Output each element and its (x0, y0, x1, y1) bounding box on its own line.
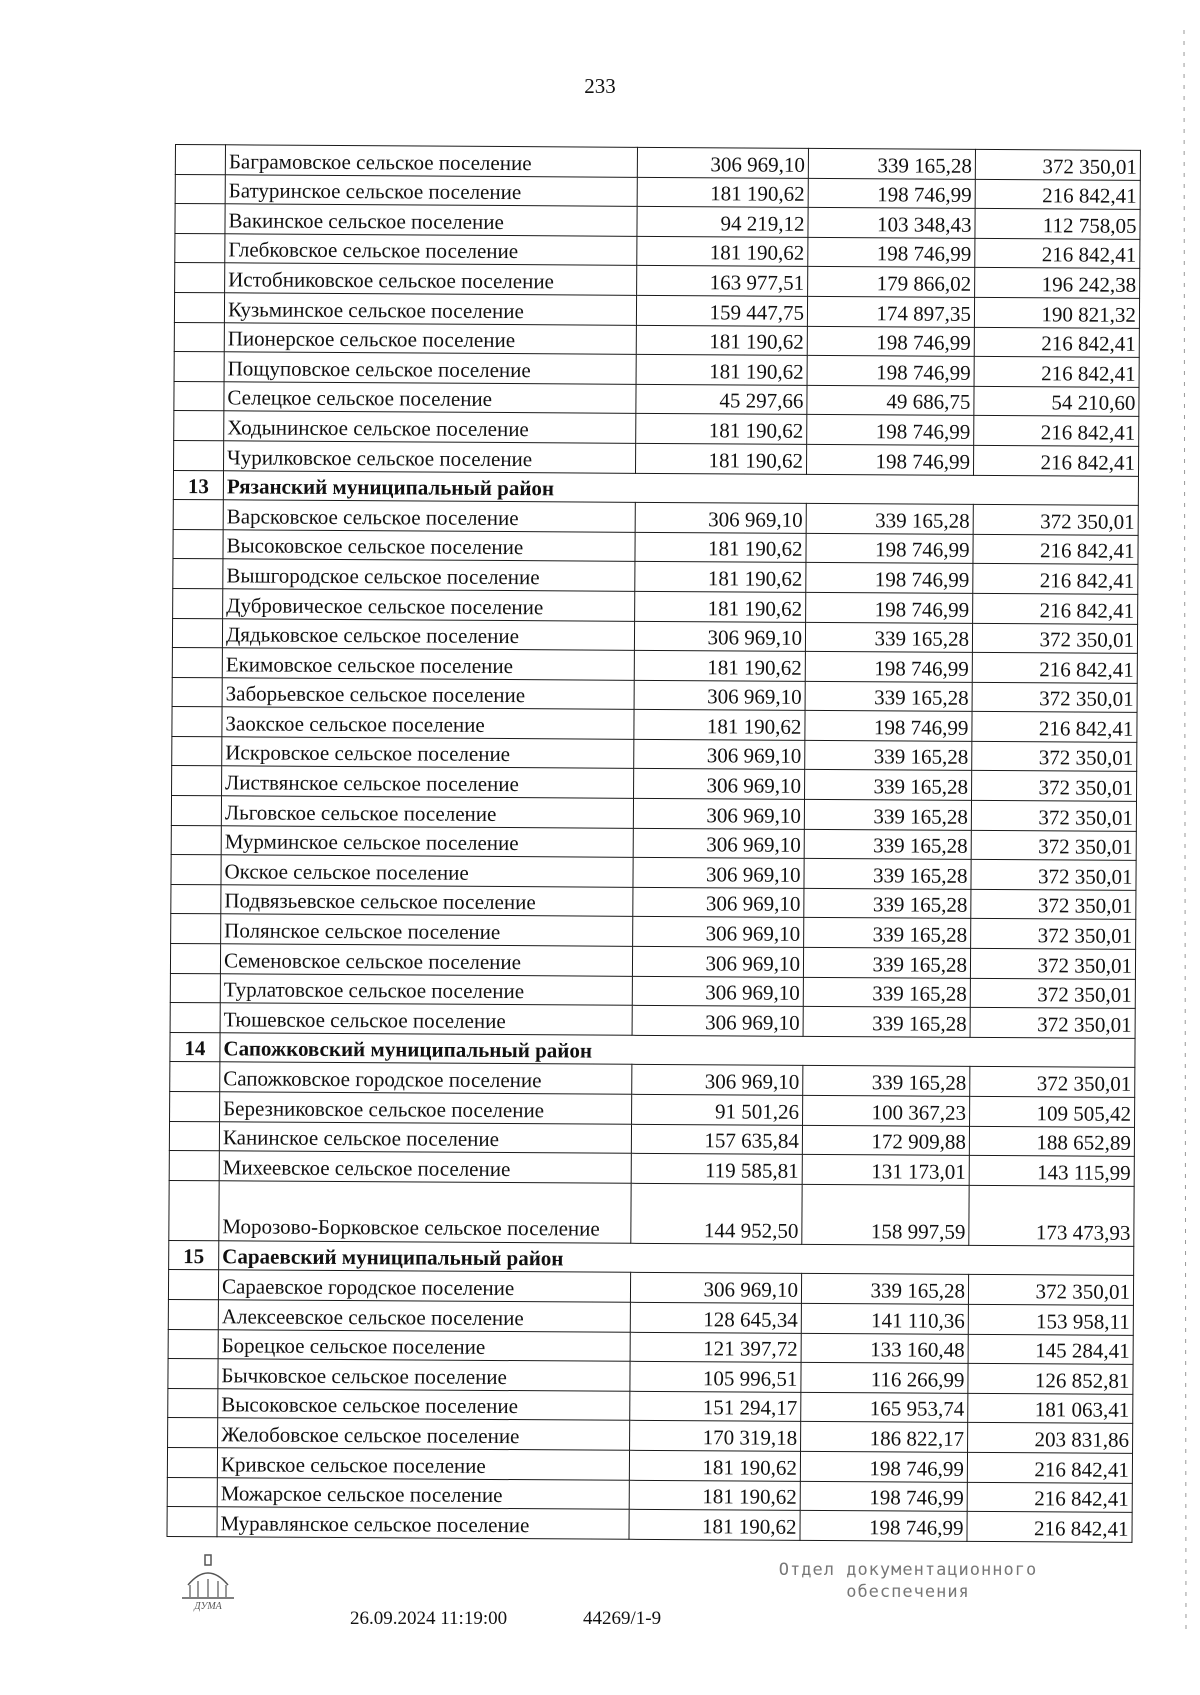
settlement-name: Дубровическое сельское поселение (223, 589, 635, 621)
amount-col-1: 144 952,50 (631, 1183, 802, 1244)
amount-col-1: 163 977,51 (637, 266, 808, 297)
amount-col-2: 198 746,99 (806, 592, 973, 623)
amount-col-3: 372 350,01 (972, 682, 1137, 713)
settlement-name: Бычковское сельское поселение (218, 1359, 630, 1391)
amount-col-1: 181 190,62 (635, 532, 806, 563)
settlement-name: Селецкое сельское поселение (224, 382, 636, 414)
amount-col-3: 372 350,01 (973, 505, 1138, 536)
amount-col-1: 306 969,10 (633, 858, 804, 889)
footer-doc-number: 44269/1-9 (583, 1608, 662, 1629)
amount-col-3: 216 842,41 (972, 652, 1137, 683)
amount-col-2: 198 746,99 (807, 415, 974, 446)
amount-col-2: 339 165,28 (803, 1066, 970, 1097)
amount-col-2: 339 165,28 (803, 977, 970, 1008)
amount-col-2: 198 746,99 (807, 326, 974, 357)
row-number (169, 1151, 219, 1181)
settlement-name: Вышгородское сельское поселение (223, 559, 635, 591)
row-number: 14 (170, 1032, 220, 1062)
amount-col-1: 181 190,62 (636, 414, 807, 445)
amount-col-3: 216 842,41 (973, 445, 1138, 476)
row-number (174, 292, 224, 322)
row-number (171, 796, 221, 826)
amount-col-3: 216 842,41 (975, 238, 1140, 269)
amount-col-1: 306 969,10 (633, 798, 804, 829)
amount-col-2: 198 746,99 (806, 444, 973, 475)
row-number (173, 500, 223, 530)
amount-col-3: 188 652,89 (969, 1126, 1134, 1157)
amount-col-2: 198 746,99 (800, 1451, 967, 1482)
amount-col-3: 216 842,41 (974, 357, 1139, 388)
amount-col-3: 196 242,38 (975, 268, 1140, 299)
row-number (169, 1180, 219, 1240)
amount-col-3: 216 842,41 (972, 712, 1137, 743)
settlement-name: Глебковское сельское поселение (225, 234, 637, 266)
amount-col-3: 216 842,41 (973, 564, 1138, 595)
amount-col-2: 158 997,59 (802, 1184, 969, 1245)
row-number (174, 352, 224, 382)
amount-col-1: 157 635,84 (631, 1124, 802, 1155)
amount-col-1: 121 397,72 (630, 1332, 801, 1363)
row-number (170, 944, 220, 974)
amount-col-2: 100 367,23 (803, 1095, 970, 1126)
amount-col-2: 116 266,99 (801, 1363, 968, 1394)
settlement-name: Канинское сельское поселение (219, 1121, 631, 1153)
amount-col-2: 339 165,28 (804, 859, 971, 890)
amount-col-1: 181 190,62 (637, 236, 808, 267)
amount-col-1: 306 969,10 (634, 739, 805, 770)
amount-col-3: 216 842,41 (967, 1482, 1132, 1513)
amount-col-2: 198 746,99 (808, 178, 975, 209)
amount-col-2: 198 746,99 (805, 651, 972, 682)
amount-col-1: 306 969,10 (634, 621, 805, 652)
amount-col-2: 339 165,28 (801, 1274, 968, 1305)
amount-col-2: 131 173,01 (802, 1155, 969, 1186)
settlement-name: Морозово-Борковское сельское поселение (219, 1181, 631, 1244)
district-name: Рязанский муниципальный район (223, 470, 1138, 505)
settlement-name: Турлатовское сельское поселение (220, 973, 632, 1005)
amount-col-1: 306 969,10 (632, 976, 803, 1007)
amount-col-1: 170 319,18 (630, 1421, 801, 1452)
amount-col-2: 198 746,99 (806, 533, 973, 564)
settlement-name: Баграмовское сельское поселение (225, 145, 637, 177)
amount-col-2: 339 165,28 (808, 148, 975, 179)
table-row (167, 1507, 1132, 1542)
amount-col-1: 105 996,51 (630, 1361, 801, 1392)
table-row (169, 1180, 1134, 1246)
row-number (174, 440, 224, 470)
settlement-name: Льговское сельское поселение (221, 796, 633, 828)
amount-col-2: 141 110,36 (801, 1303, 968, 1334)
settlement-name: Кузьминское сельское поселение (224, 293, 636, 325)
settlement-name: Михеевское сельское поселение (219, 1151, 631, 1183)
table-body (167, 145, 1140, 1543)
row-number (174, 322, 224, 352)
amount-col-3: 54 210,60 (974, 386, 1139, 417)
amount-col-3: 372 350,01 (970, 1067, 1135, 1098)
row-number (173, 559, 223, 589)
amount-col-3: 372 350,01 (972, 741, 1137, 772)
amount-col-2: 198 746,99 (805, 711, 972, 742)
row-number (172, 736, 222, 766)
amount-col-1: 128 645,34 (630, 1302, 801, 1333)
amount-col-2: 339 165,28 (805, 740, 972, 771)
amount-col-1: 306 969,10 (632, 1065, 803, 1096)
amount-col-1: 94 219,12 (637, 207, 808, 238)
amount-col-3: 372 350,01 (972, 623, 1137, 654)
settlement-name: Борецкое сельское поселение (218, 1329, 630, 1361)
amount-col-3: 190 821,32 (974, 297, 1139, 328)
settlement-name: Подвязьевское сельское поселение (221, 885, 633, 917)
row-number (170, 1091, 220, 1121)
amount-col-1: 306 969,10 (630, 1273, 801, 1304)
district-name: Сапожковский муниципальный район (220, 1033, 1135, 1068)
row-number (170, 973, 220, 1003)
amount-col-2: 339 165,28 (803, 1007, 970, 1038)
settlement-name: Желобовское сельское поселение (218, 1418, 630, 1450)
amount-col-2: 198 746,99 (800, 1481, 967, 1512)
settlement-name: Окское сельское поселение (221, 855, 633, 887)
row-number (169, 1121, 219, 1151)
amount-col-3: 173 473,93 (969, 1185, 1134, 1246)
department-stamp (758, 1559, 1058, 1603)
row-number (171, 914, 221, 944)
amount-col-2: 49 686,75 (807, 385, 974, 416)
page-number: 233 (584, 74, 616, 98)
amount-col-2: 339 165,28 (805, 681, 972, 712)
amount-col-2: 186 822,17 (801, 1422, 968, 1453)
amount-col-1: 181 190,62 (634, 650, 805, 681)
row-number (175, 145, 225, 175)
row-number (175, 204, 225, 234)
amount-col-2: 165 953,74 (801, 1392, 968, 1423)
amount-col-3: 145 284,41 (968, 1334, 1133, 1365)
settlement-name: Сараевское городское поселение (218, 1270, 630, 1302)
amount-col-2: 198 746,99 (808, 237, 975, 268)
amount-col-1: 91 501,26 (632, 1094, 803, 1125)
amount-col-1: 181 190,62 (635, 591, 806, 622)
settlement-name: Заокское сельское поселение (222, 707, 634, 739)
amount-col-3: 143 115,99 (969, 1156, 1134, 1187)
row-number (175, 174, 225, 204)
row-number (172, 618, 222, 648)
amount-col-3: 216 842,41 (974, 327, 1139, 358)
row-number (170, 1003, 220, 1033)
amount-col-2: 198 746,99 (807, 356, 974, 387)
row-number (175, 233, 225, 263)
settlement-name: Дядьковское сельское поселение (222, 618, 634, 650)
amount-col-3: 216 842,41 (973, 593, 1138, 624)
amount-col-3: 109 505,42 (970, 1096, 1135, 1127)
amount-col-2: 339 165,28 (804, 918, 971, 949)
settlement-name: Тюшевское сельское поселение (220, 1003, 632, 1035)
row-number (172, 677, 222, 707)
duma-logo-icon (178, 1553, 238, 1613)
settlement-name: Можарское сельское поселение (217, 1477, 629, 1509)
amount-col-3: 216 842,41 (967, 1452, 1132, 1483)
row-number (170, 1062, 220, 1092)
stamp-line-1: Отдел документационного (778, 1560, 1038, 1580)
amount-col-3: 372 350,01 (972, 771, 1137, 802)
row-number (167, 1447, 217, 1477)
row-number (173, 529, 223, 559)
settlements-table (166, 144, 1140, 1543)
row-number (172, 766, 222, 796)
amount-col-1: 181 190,62 (636, 325, 807, 356)
amount-col-2: 339 165,28 (804, 799, 971, 830)
amount-col-1: 181 190,62 (629, 1509, 800, 1540)
amount-col-1: 306 969,10 (634, 680, 805, 711)
amount-col-1: 181 190,62 (635, 443, 806, 474)
row-number: 13 (173, 470, 223, 500)
amount-col-1: 181 190,62 (635, 562, 806, 593)
settlement-name: Листвянское сельское поселение (222, 766, 634, 798)
amount-col-1: 45 297,66 (636, 384, 807, 415)
amount-col-2: 198 746,99 (806, 563, 973, 594)
row-number (167, 1477, 217, 1507)
settlement-name: Чурилковское сельское поселение (224, 441, 636, 473)
settlement-name: Истобниковское сельское поселение (225, 263, 637, 295)
row-number (171, 825, 221, 855)
district-name: Сараевский муниципальный район (219, 1241, 1134, 1276)
row-number (168, 1329, 218, 1359)
settlement-name: Муравлянское сельское поселение (217, 1507, 629, 1539)
amount-col-2: 103 348,43 (808, 208, 975, 239)
amount-col-3: 372 350,01 (970, 948, 1135, 979)
settlement-name: Ходынинское сельское поселение (224, 411, 636, 443)
amount-col-2: 133 160,48 (801, 1333, 968, 1364)
amount-col-1: 181 190,62 (637, 177, 808, 208)
amount-col-3: 112 758,05 (975, 209, 1140, 240)
row-number (173, 588, 223, 618)
amount-col-2: 172 909,88 (802, 1125, 969, 1156)
amount-col-1: 151 294,17 (630, 1391, 801, 1422)
row-number (171, 855, 221, 885)
amount-col-1: 181 190,62 (636, 354, 807, 385)
amount-col-2: 179 866,02 (808, 267, 975, 298)
logo-text: ДУМА (194, 1601, 222, 1612)
settlement-name: Полянское сельское поселение (221, 914, 633, 946)
settlement-name: Сапожковское городское поселение (220, 1062, 632, 1094)
amount-col-3: 216 842,41 (975, 179, 1140, 210)
amount-col-1: 306 969,10 (635, 502, 806, 533)
settlement-name: Екимовское сельское поселение (222, 648, 634, 680)
amount-col-1: 306 969,10 (633, 828, 804, 859)
amount-col-1: 306 969,10 (632, 946, 803, 977)
amount-col-1: 306 969,10 (637, 147, 808, 178)
row-number (175, 263, 225, 293)
settlement-name: Заборьевское сельское поселение (222, 677, 634, 709)
amount-col-2: 339 165,28 (805, 622, 972, 653)
settlement-name: Батуринское сельское поселение (225, 174, 637, 206)
settlement-name: Пионерское сельское поселение (224, 322, 636, 354)
row-number (168, 1359, 218, 1389)
row-number (172, 707, 222, 737)
settlement-name: Пощуповское сельское поселение (224, 352, 636, 384)
amount-col-2: 339 165,28 (805, 770, 972, 801)
row-number (168, 1388, 218, 1418)
scan-edge-artifact (1178, 30, 1192, 1630)
amount-col-1: 119 585,81 (631, 1153, 802, 1184)
amount-col-2: 339 165,28 (804, 888, 971, 919)
amount-col-3: 372 350,01 (971, 919, 1136, 950)
amount-col-3: 216 842,41 (974, 416, 1139, 447)
row-number (174, 381, 224, 411)
amount-col-2: 339 165,28 (806, 503, 973, 534)
amount-col-3: 372 350,01 (968, 1275, 1133, 1306)
amount-col-3: 372 350,01 (970, 978, 1135, 1009)
settlement-name: Высоковское сельское поселение (223, 530, 635, 562)
row-number (168, 1299, 218, 1329)
footer-date: 26.09.2024 11:19:00 (350, 1608, 508, 1629)
amount-col-3: 216 842,41 (967, 1511, 1132, 1542)
row-number (174, 411, 224, 441)
amount-col-3: 372 350,01 (971, 889, 1136, 920)
settlement-name: Вакинское сельское поселение (225, 204, 637, 236)
amount-col-1: 306 969,10 (633, 917, 804, 948)
table-container (166, 144, 1140, 1543)
row-number (171, 884, 221, 914)
amount-col-3: 216 842,41 (973, 534, 1138, 565)
amount-col-3: 372 350,01 (970, 1008, 1135, 1039)
stamp-line-2: обеспечения (846, 1582, 970, 1602)
amount-col-3: 126 852,81 (968, 1364, 1133, 1395)
amount-col-2: 174 897,35 (807, 296, 974, 327)
row-number (167, 1507, 217, 1537)
row-number (168, 1270, 218, 1300)
settlement-name: Высоковское сельское поселение (218, 1389, 630, 1421)
amount-col-3: 203 831,86 (968, 1423, 1133, 1454)
row-number: 15 (169, 1240, 219, 1270)
amount-col-3: 372 350,01 (971, 830, 1136, 861)
amount-col-3: 153 958,11 (968, 1304, 1133, 1335)
row-number (168, 1418, 218, 1448)
settlement-name: Искровское сельское поселение (222, 737, 634, 769)
amount-col-2: 339 165,28 (803, 947, 970, 978)
amount-col-1: 181 190,62 (629, 1480, 800, 1511)
amount-col-1: 159 447,75 (636, 295, 807, 326)
amount-col-1: 306 969,10 (632, 1006, 803, 1037)
settlement-name: Алексеевское сельское поселение (218, 1300, 630, 1332)
amount-col-1: 306 969,10 (634, 769, 805, 800)
amount-col-1: 181 190,62 (634, 710, 805, 741)
amount-col-1: 306 969,10 (633, 887, 804, 918)
amount-col-3: 372 350,01 (975, 149, 1140, 180)
amount-col-2: 198 746,99 (800, 1510, 967, 1541)
amount-col-2: 339 165,28 (804, 829, 971, 860)
amount-col-3: 372 350,01 (971, 860, 1136, 891)
amount-col-3: 372 350,01 (971, 800, 1136, 831)
settlement-name: Кривское сельское поселение (217, 1448, 629, 1480)
settlement-name: Семеновское сельское поселение (220, 944, 632, 976)
settlement-name: Варсковское сельское поселение (223, 500, 635, 532)
settlement-name: Березниковское сельское поселение (220, 1092, 632, 1124)
amount-col-1: 181 190,62 (629, 1450, 800, 1481)
amount-col-3: 181 063,41 (968, 1393, 1133, 1424)
settlement-name: Мурминское сельское поселение (221, 825, 633, 857)
row-number (172, 648, 222, 678)
